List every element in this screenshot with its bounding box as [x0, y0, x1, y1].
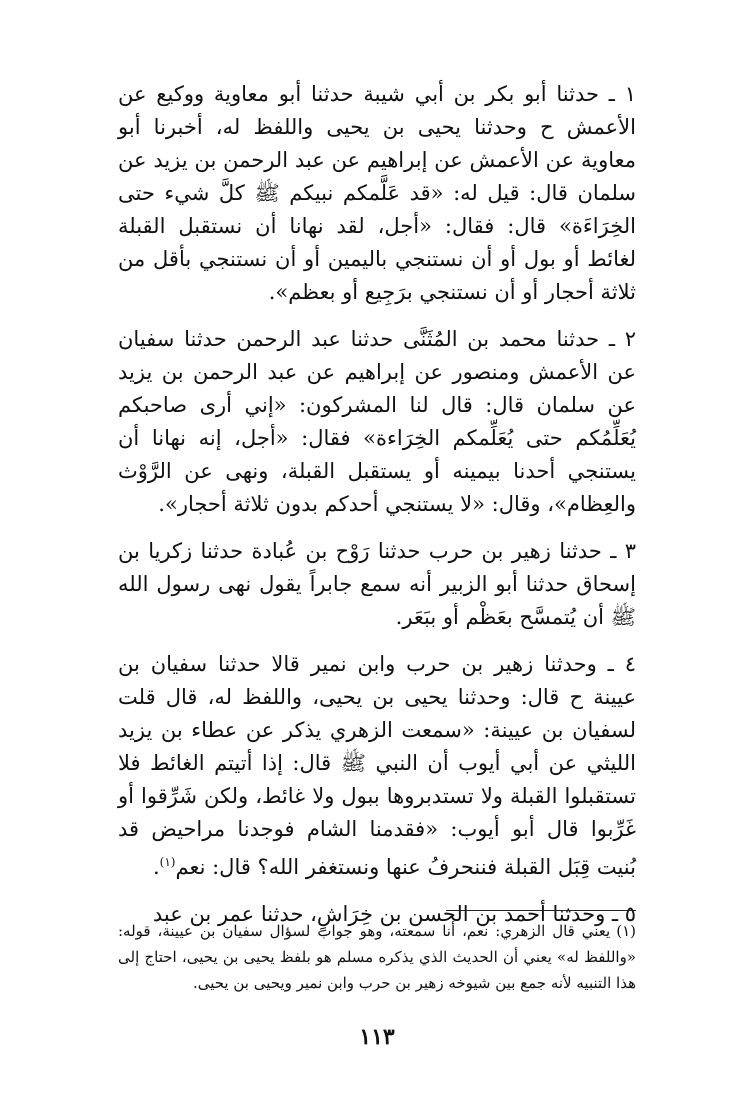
main-text: [118, 78, 636, 931]
footnote-reference: (١): [159, 855, 176, 869]
page-number: ١١٣: [359, 1024, 395, 1050]
footnotes: [118, 918, 636, 996]
footnote-text: يعني قال الزهري: نعم، أنا سمعته، وهو جواب لسؤال سفيان بن عيينة، قوله: «واللفظ له» يعني أن الحديث الذي يذكره مسلم هو بلفظ يحيى بن يحيى، احتاج إلى هذا التنبيه لأنه جمع بين شيوخه زهير بن حرب وابن نمير ويحيى بن يحيى.: [118, 922, 636, 992]
footnote-divider: [446, 910, 636, 911]
hadith-1: ١ ـ حدثنا أبو بكر بن أبي شيبة حدثنا أبو معاوية ووكيع عن الأعمش ح وحدثنا يحيى بن يحيى واللفظ له، أخبرنا أبو معاوية عن الأعمش عن إبراهيم عن عبد الرحمن بن يزيد عن سلمان قال: قيل له: «قد عَلَّمكم نبيكم ﷺ كلَّ شيء حتى الخِرَاءَة» قال: فقال: «أجل، لقد نهانا أن نستقبل القبلة لغائط أو بول أو أن نستنجي باليمين أو أن نستنجي بأقل من ثلاثة أحجار أو أن نستنجي برَجِيع أو بعظم».: [118, 82, 636, 304]
hadith-4-text: ٤ ـ وحدثنا زهير بن حرب وابن نمير قالا حدثنا سفيان بن عيينة ح قال: وحدثنا يحيى بن يحيى، واللفظ له، قال قلت لسفيان بن عيينة: «سمعت الزهري يذكر عن عطاء بن يزيد الليثي عن أبي أيوب أن النبي ﷺ قال: إذا أتيتم الغائط فلا تستقبلوا القبلة ولا تستدبروها ببول ولا غائط، ولكن شَرِّقوا أو غَرِّبوا قال أبو أيوب: «فقدمنا الشام فوجدنا مراحيض قد بُنيت قِبَل القبلة فننحرفُ عنها ونستغفر الله؟ قال: نعم: [118, 652, 636, 879]
hadith-5: ٥ ـ وحدثنا أحمد بن الحسن بن خِرَاشٍ، حدثنا عمر بن عبد: [152, 902, 636, 926]
hadith-2: ٢ ـ حدثنا محمد بن المُثَنَّى حدثنا عبد الرحمن حدثنا سفيان عن الأعمش ومنصور عن إبراهيم عن عبد الرحمن بن يزيد عن سلمان قال: قال لنا المشركون: «إني أرى صاحبكم يُعَلِّمُكم حتى يُعَلِّمكم الخِرَاءة» فقال: «أجل، إنه نهانا أن يستنجي أحدنا بيمينه أو يستقبل القبلة، ونهى عن الرَّوْث والعِظام»، وقال: «لا يستنجي أحدكم بدون ثلاثة أحجار».: [118, 327, 636, 516]
hadith-4-end: .: [152, 855, 160, 879]
footnote-marker: (١): [616, 922, 636, 940]
hadith-3: ٣ ـ حدثنا زهير بن حرب حدثنا رَوْح بن عُبادة حدثنا زكريا بن إسحاق حدثنا أبو الزبير أنه سمع جابراً يقول نهى رسول الله ﷺ أن يُتمسَّح بعَظْم أو ببَعَر.: [118, 539, 636, 629]
hadith-4: [118, 648, 636, 884]
